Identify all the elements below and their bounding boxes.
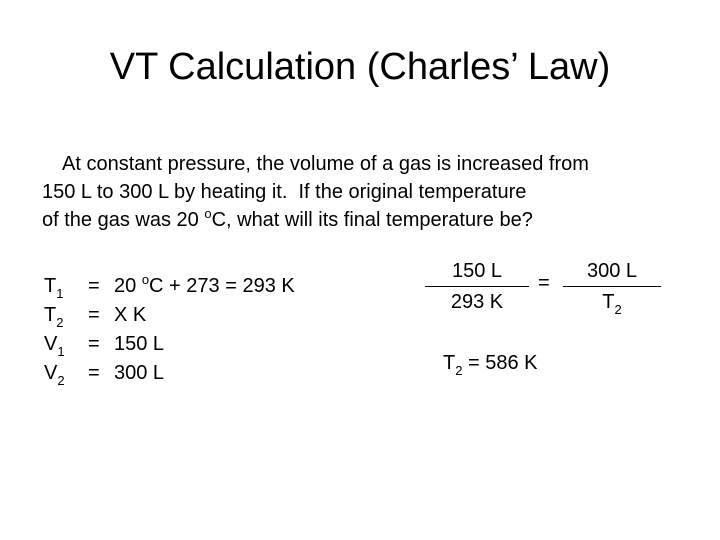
- given-symbol: $V_2$: [44, 362, 65, 388]
- slide-title: VT Calculation (Charles’ Law): [109, 46, 611, 88]
- fraction-numerator: 150 L: [425, 258, 529, 287]
- fraction-numerator: 300 L: [563, 258, 661, 287]
- given-value: 300 L: [114, 362, 165, 384]
- given-equals: =: [88, 362, 100, 384]
- given-t2: [44, 301, 295, 330]
- problem-line-2: 150 L to 300 L by heating it. If the original temperature: [42, 181, 527, 203]
- given-v2: [44, 359, 295, 388]
- problem-statement: [42, 150, 712, 234]
- fraction-v1-over-t1: [425, 258, 529, 315]
- equation-equals: =: [538, 272, 550, 294]
- result-line: $T_2 = 586$ K: [443, 352, 538, 378]
- given-t1: [44, 272, 295, 301]
- fraction-v2-over-t2: [563, 258, 661, 315]
- fraction-denominator: 293 K: [450, 291, 504, 313]
- problem-line-1: At constant pressure, the volume of a gas is increased from: [62, 153, 589, 175]
- given-equals: =: [88, 333, 100, 355]
- problem-line-3: of the gas was 20 $^o$C, what will its final temperature be?: [42, 206, 533, 231]
- given-value: X K: [114, 304, 147, 326]
- given-symbol: $V_1$: [44, 333, 65, 359]
- fraction-denominator: $T_2$: [602, 291, 622, 317]
- given-value: 20 $^o$C + 273 = 293 K: [114, 272, 295, 297]
- given-symbol: $T_2$: [44, 304, 64, 330]
- given-v1: [44, 330, 295, 359]
- given-equals: =: [88, 304, 100, 326]
- givens-list: [44, 272, 295, 388]
- given-symbol: $T_1$: [44, 275, 64, 301]
- given-value: 150 L: [114, 333, 165, 355]
- given-equals: =: [88, 275, 100, 297]
